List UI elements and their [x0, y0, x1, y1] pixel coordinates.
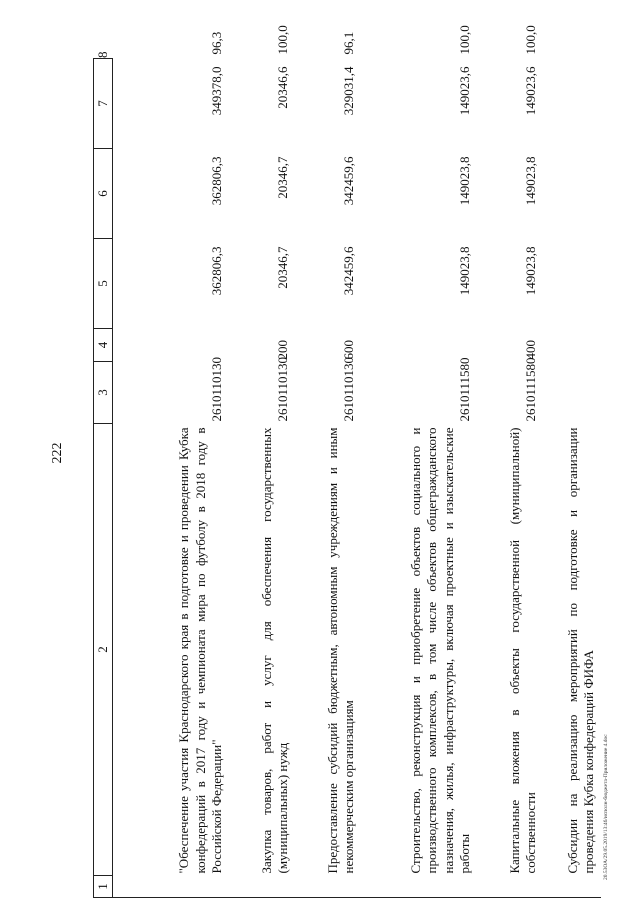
- row-value-6: [543, 149, 601, 239]
- row-col1: [477, 876, 543, 898]
- row-description: Капитальные вложения в объекты государственной (муниципальной) собственности: [506, 427, 538, 874]
- row-type: [543, 329, 601, 362]
- row-description: Закупка товаров, работ и услуг для обеспечения государственных (муниципальных) нужд: [258, 427, 290, 874]
- header-col-4: 4: [94, 329, 113, 362]
- table-row: Предоставление субсидий бюджетным, автономным учреждениям и иным некоммерческим организациям 2610110130 600 342459,6 342459,6 329031,4 96,1: [295, 59, 361, 898]
- header-col-1: 1: [94, 876, 113, 898]
- row-description: Предоставление субсидий бюджетным, автономным учреждениям и иным некоммерческим организациям: [324, 427, 356, 874]
- row-value-7: 20346,6: [275, 66, 290, 109]
- table-row: [543, 59, 601, 898]
- row-value-6: 20346,7: [275, 156, 290, 199]
- row-code: 2610111580: [457, 357, 472, 422]
- row-value-5: 20346,7: [275, 246, 290, 289]
- row-col1: [229, 876, 295, 898]
- row-code: 2610110130: [341, 356, 356, 422]
- row-value-5: 362806,3: [209, 246, 224, 296]
- row-description: Строительство, реконструкция и приобретение объектов социального и производственного комплексов, в том числе объектов общегражданского назначения, жилья, инфраструктуры, включая проектные и изыскательские работы: [407, 427, 472, 874]
- footer-path: 20.53ОА/29.05.2019/13:46/исполн-бюджета-Приложение 4.doc: [603, 734, 609, 880]
- row-code: 2610110130: [275, 356, 290, 422]
- row-type: 600: [341, 340, 356, 360]
- header-col-7: 7: [94, 59, 113, 149]
- table-row: Строительство, реконструкция и приобретение объектов социального и производственного комплексов, в том числе объектов общегражданского назначения, жилья, инфраструктуры, включая проектные и изыскательские работы 2610111580 149023,8 149023,8 149023,6 100,0: [361, 59, 477, 898]
- row-col1: [113, 876, 229, 898]
- row-value-7: 329031,4: [341, 66, 356, 116]
- header-col-6: 6: [94, 149, 113, 239]
- row-type: 200: [275, 340, 290, 360]
- header-col-3: 3: [94, 362, 113, 424]
- header-col-2: 2: [94, 424, 113, 876]
- row-value-6: 149023,8: [523, 156, 538, 206]
- header-row: 1 2 3 4 5 6 7 8: [94, 59, 113, 898]
- header-col-5: 5: [94, 239, 113, 329]
- row-value-7: 149023,6: [523, 66, 538, 116]
- table-row: Закупка товаров, работ и услуг для обеспечения государственных (муниципальных) нужд 2610110130 200 20346,7 20346,7 20346,6 100,0: [229, 59, 295, 898]
- row-col1: [361, 876, 477, 898]
- table-row: "Обеспечение участия Краснодарского края в подготовке и проведении Кубка конфедераций в 2017 году и чемпионата мира по футболу в 2018 году в Российской Федерации" 2610110130 362806,3 362806,3 349378,0 96,3: [113, 59, 229, 898]
- row-value-7: 149023,6: [457, 66, 472, 116]
- page-number: 222: [50, 442, 65, 464]
- row-value-5: [543, 239, 601, 329]
- row-value-6: 362806,3: [209, 156, 224, 206]
- budget-table-container: [93, 25, 596, 898]
- row-value-5: 149023,8: [523, 246, 538, 296]
- row-description: "Обеспечение участия Краснодарского края в подготовке и проведении Кубка конфедераций в 2017 году и чемпионата мира по футболу в 2018 году в Российской Федерации": [176, 427, 224, 874]
- row-code: [543, 362, 601, 424]
- budget-table: [93, 25, 601, 898]
- row-code: 2610111580: [523, 357, 538, 422]
- row-col1: [295, 876, 361, 898]
- row-code: 2610110130: [209, 356, 224, 422]
- row-value-5: 149023,8: [457, 246, 472, 296]
- row-value-7: 349378,0: [209, 66, 224, 116]
- row-value-6: 149023,8: [457, 156, 472, 206]
- row-value-5: 342459,6: [341, 246, 356, 296]
- row-type: 400: [523, 340, 538, 360]
- table-row: Капитальные вложения в объекты государственной (муниципальной) собственности 2610111580 400 149023,8 149023,8 149023,6 100,0: [477, 59, 543, 898]
- row-description: Субсидии на реализацию мероприятий по подготовке и организации проведения Кубка конфедераций ФИФА: [564, 427, 596, 874]
- row-value-6: 342459,6: [341, 156, 356, 206]
- row-value-7: [543, 59, 601, 149]
- row-col1: [543, 876, 601, 898]
